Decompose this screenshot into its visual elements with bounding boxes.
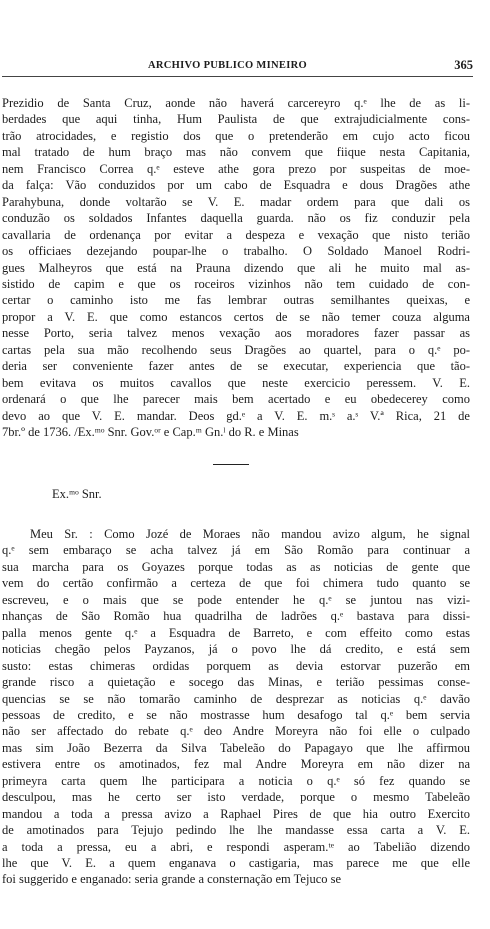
text-line: da falça: Vão conduzidos por um cabo de Esquadra e dous Dragões athe [2, 178, 470, 193]
text-line: trão atrocidades, e registio dos que o pretenderão em cujo acto ficou [2, 128, 470, 143]
text-line: palla menos gente q.ᵉ a Esquadra de Barreto, e com effeito como estas [2, 625, 470, 640]
text-line: os officiaes dezejando poupar-lhe o trabalho. O Soldado Manoel Rodri- [2, 244, 470, 259]
text-line: grande risco a quietação e socego das Minas, e terião pessimas conse- [2, 675, 470, 690]
running-header [10, 58, 473, 78]
text-line: Parahybuna, donde voltarão se V. E. madar ordem para que dali os [2, 194, 470, 209]
text-line: escreveu, e o mais que se pode entender he q.ᵉ se juntou nas vizi- [2, 592, 470, 607]
text-line: cartas pela sua mão recolhendo seus Dragões ao quartel, para o q.ᵉ po- [2, 342, 470, 357]
text-line: desculpou, mas he certo ser isto verdade, porque o mesmo Tabeleão [2, 790, 470, 805]
text-line: noticias chegão pelos Payzanos, já o povo lhe dá credito, e está sem [2, 642, 470, 657]
text-line: cavallaria de ordenança por evitar a despeza e vexação que nisto terião [2, 227, 470, 242]
text-line: deria ser conveniente fazer antes de se executar, experiencia que tão- [2, 359, 470, 374]
text-line: q.ᵉ sem embaraço se acha talvez já em São Romão para continuar a [2, 543, 470, 558]
text-line: vem do certão confirmão a certeza de que foi chimera tudo quanto se [2, 576, 470, 591]
header-rule [2, 76, 473, 77]
text-line: sistido de capim e que os roceiros vizinhos não tem cuidado de con- [2, 276, 470, 291]
salutation: Ex.ᵐᵒ Snr. [52, 487, 102, 501]
text-line: devo ao que V. E. mandar. Deos gd.ᵉ a V. E. m.ˢ a.ˢ V.ª Rica, 21 de [2, 408, 470, 423]
text-line: berdades que aqui tinha, Hum Paulista de que extrajudicialmente cons- [2, 112, 470, 127]
text-line: quencias se se não tomarão caminho de desprezar as noticias q.ᵉ davão [2, 691, 470, 706]
text-line: Meu Sr. : Como Jozé de Moraes não mandou avizo algum, he signal [30, 527, 470, 541]
text-line: ordenará o que lhe parecer mais bem acertado e eu obedecerey como [2, 392, 470, 407]
text-line: não ser affectado do rebate q.ᵉ deo Andre Moreyra não foi elle o culpado [2, 724, 470, 739]
section-separator [213, 464, 249, 465]
text-line: nem Francisco Correa q.ᵉ esteve athe gora prezo por suspeitas de moe- [2, 161, 470, 176]
text-line: mandou a toda a pressa avizo a Raphael Pires de que hia outro Exercito [2, 806, 470, 821]
text-line: de amotinados para Tejujo pedindo lhe lhe mandasse essa carta a V. E. [2, 823, 470, 838]
text-line: nesse Porto, seria talvez menos vexação aos moradores fazer passar as [2, 326, 470, 341]
page-number: 365 [454, 58, 473, 72]
text-line: sua marcha para os Goyazes porque todas as as noticias de gente que [2, 559, 470, 574]
text-line: gues Malheyros que está na Prauna dizendo que ali he muito mal as- [2, 260, 470, 275]
text-line: primeyra carta quem lhe participara a noticia o q.ᵉ só fez quando se [2, 773, 470, 788]
text-line: certar o caminho isto me fas lembrar outras semilhantes queixas, e [2, 293, 470, 308]
text-line: nhanças de São Romão hua quadrilha de ladrões q.ᵉ bastava para dissi- [2, 609, 470, 624]
text-line: conduzão os soldados Infantes daquella guarda. não os fiz conduzir pela [2, 211, 470, 226]
text-line: susto: estas chimeras ordidas porquem as devia estorvar puzerão em [2, 658, 470, 673]
text-line: foi suggerido e enganado: seria grande a consternação em Tejuco se [2, 872, 342, 887]
text-line: bem evitava os muitos cavallos que neste exercicio peressem. V. E. [2, 375, 470, 390]
header-title: ARCHIVO PUBLICO MINEIRO [148, 60, 307, 71]
text-line: 7br.º de 1736. /Ex.ᵐᵒ Snr. Gov.ᵒʳ e Cap.ᵐ Gn.ˡ do R. e Minas [2, 425, 299, 439]
text-line: pessoas de credito, e se não mostrasse hum desafogo tal q.ᵉ bem servia [2, 707, 470, 722]
text-line: propor a V. E. que como estancos certos de se não temer couza alguma [2, 309, 470, 324]
text-line: Prezidio de Santa Cruz, aonde não haverá carcereyro q.ᵉ lhe de as li- [2, 96, 470, 110]
text-line: a toda a pressa, eu a abri, e respondi asperam.ᵗᵉ ao Tabelião dizendo [2, 839, 470, 854]
text-line: lhe que V. E. a quem enganava o castigaria, mas parece me que elle [2, 856, 470, 870]
text-line: mas sim João Bezerra da Silva Tabeleão do Papagayo que lhe affirmou [2, 740, 470, 755]
text-line: mal tratado de hum braço mas não convem que fiique nesta Capitania, [2, 145, 470, 160]
text-line: estivera entre os amotinados, fez mal Andre Moreyra em não dizer na [2, 757, 470, 772]
